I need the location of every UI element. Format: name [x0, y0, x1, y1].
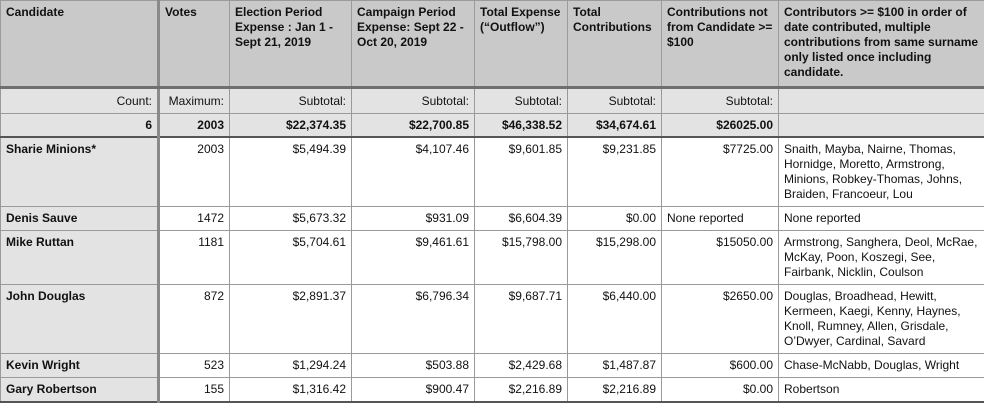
votes-cell: 1472 — [159, 207, 230, 231]
subtotal-label-row — [1, 88, 984, 114]
contrib-not-candidate-cell: $0.00 — [662, 378, 779, 403]
summary-max-votes: 2003 — [159, 114, 230, 138]
table-row — [1, 378, 984, 403]
summary-campaign-period: $22,700.85 — [352, 114, 475, 138]
contributors-cell: Armstrong, Sanghera, Deol, McRae, McKay, Poon, Koszegi, See, Fairbank, Nicklin, Coulson — [779, 231, 984, 285]
election-period-cell: $1,294.24 — [230, 354, 352, 378]
subtotal-label: Subtotal: — [568, 88, 662, 114]
total-contributions-cell: $6,440.00 — [568, 285, 662, 354]
subtotal-label: Subtotal: — [662, 88, 779, 114]
table-row — [1, 231, 984, 285]
empty-cell — [779, 88, 984, 114]
total-expense-cell: $6,604.39 — [475, 207, 568, 231]
total-contributions-cell: $9,231.85 — [568, 137, 662, 207]
election-period-cell: $5,673.32 — [230, 207, 352, 231]
total-expense-cell: $9,687.71 — [475, 285, 568, 354]
header-campaign-period: Campaign Period Expense: Sept 22 - Oct 20, 2019 — [352, 1, 475, 88]
votes-cell: 2003 — [159, 137, 230, 207]
votes-cell: 1181 — [159, 231, 230, 285]
candidate-name: Kevin Wright — [1, 354, 159, 378]
total-expense-cell: $15,798.00 — [475, 231, 568, 285]
header-contributors: Contributors >= $100 in order of date contributed, multiple contributions from same surname only listed once including candidate. — [779, 1, 984, 88]
table-row — [1, 285, 984, 354]
contributors-cell: Chase-McNabb, Douglas, Wright — [779, 354, 984, 378]
table-row — [1, 137, 984, 207]
header-candidate: Candidate — [1, 1, 159, 88]
total-expense-cell: $9,601.85 — [475, 137, 568, 207]
subtotal-label: Subtotal: — [352, 88, 475, 114]
election-period-cell: $1,316.42 — [230, 378, 352, 403]
election-period-cell: $2,891.37 — [230, 285, 352, 354]
subtotal-label: Subtotal: — [230, 88, 352, 114]
contributors-cell: Robertson — [779, 378, 984, 403]
contrib-not-candidate-cell: None reported — [662, 207, 779, 231]
summary-row — [1, 114, 984, 138]
contributors-cell: Snaith, Mayba, Nairne, Thomas, Hornidge, Moretto, Armstrong, Minions, Robkey-Thomas, Johns, Braiden, Francoeur, Lou — [779, 137, 984, 207]
contrib-not-candidate-cell: $7725.00 — [662, 137, 779, 207]
votes-cell: 155 — [159, 378, 230, 403]
contributors-cell: Douglas, Broadhead, Hewitt, Kermeen, Kaegi, Kenny, Haynes, Knoll, Rumney, Allen, Grisdale, O’Dwyer, Cardinal, Savard — [779, 285, 984, 354]
candidate-name: Gary Robertson — [1, 378, 159, 403]
total-expense-cell: $2,429.68 — [475, 354, 568, 378]
campaign-period-cell: $931.09 — [352, 207, 475, 231]
header-total-contributions: Total Contributions — [568, 1, 662, 88]
header-votes: Votes — [159, 1, 230, 88]
table-row — [1, 207, 984, 231]
contrib-not-candidate-cell: $2650.00 — [662, 285, 779, 354]
candidate-name: Sharie Minions* — [1, 137, 159, 207]
total-contributions-cell: $1,487.87 — [568, 354, 662, 378]
campaign-period-cell: $4,107.46 — [352, 137, 475, 207]
votes-cell: 872 — [159, 285, 230, 354]
summary-election-period: $22,374.35 — [230, 114, 352, 138]
candidate-name: Mike Ruttan — [1, 231, 159, 285]
contrib-not-candidate-cell: $15050.00 — [662, 231, 779, 285]
contributors-cell: None reported — [779, 207, 984, 231]
campaign-period-cell: $6,796.34 — [352, 285, 475, 354]
total-contributions-cell: $0.00 — [568, 207, 662, 231]
header-election-period: Election Period Expense : Jan 1 - Sept 21, 2019 — [230, 1, 352, 88]
empty-cell — [779, 114, 984, 138]
candidate-name: John Douglas — [1, 285, 159, 354]
header-row — [1, 1, 984, 88]
total-contributions-cell: $15,298.00 — [568, 231, 662, 285]
campaign-period-cell: $900.47 — [352, 378, 475, 403]
count-label: Count: — [1, 88, 159, 114]
subtotal-label: Subtotal: — [475, 88, 568, 114]
header-contrib-not-candidate: Contributions not from Candidate >= $100 — [662, 1, 779, 88]
campaign-period-cell: $503.88 — [352, 354, 475, 378]
summary-total-expense: $46,338.52 — [475, 114, 568, 138]
contrib-not-candidate-cell: $600.00 — [662, 354, 779, 378]
header-total-expense: Total Expense (“Outflow”) — [475, 1, 568, 88]
summary-total-contributions: $34,674.61 — [568, 114, 662, 138]
election-period-cell: $5,494.39 — [230, 137, 352, 207]
table-row — [1, 354, 984, 378]
summary-count: 6 — [1, 114, 159, 138]
campaign-period-cell: $9,461.61 — [352, 231, 475, 285]
total-expense-cell: $2,216.89 — [475, 378, 568, 403]
total-contributions-cell: $2,216.89 — [568, 378, 662, 403]
summary-contrib-not-candidate: $26025.00 — [662, 114, 779, 138]
election-period-cell: $5,704.61 — [230, 231, 352, 285]
votes-cell: 523 — [159, 354, 230, 378]
candidate-name: Denis Sauve — [1, 207, 159, 231]
maximum-label: Maximum: — [159, 88, 230, 114]
